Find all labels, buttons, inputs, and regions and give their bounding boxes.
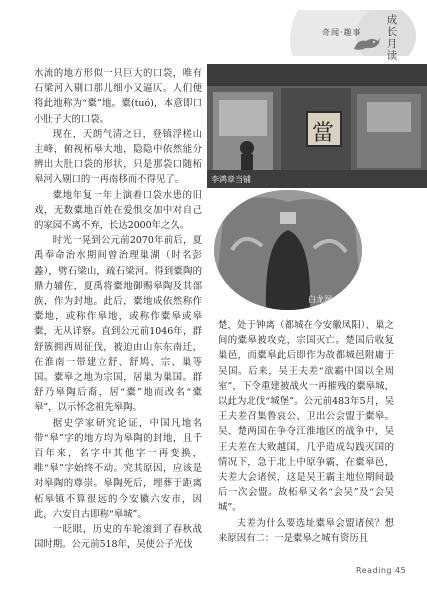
cat-illustration-icon xyxy=(352,33,382,53)
paragraph: 水流的地方形似一只巨大的口袋，唯有石梁河入剔口那儿细小又逼仄。人们便将此地称为“橐”地。橐(tuó)，本意即口小肚子大的口袋。 xyxy=(34,68,202,125)
pawnshop-photo xyxy=(207,64,427,188)
shop-sign: 當 xyxy=(312,121,335,146)
page-footer: Reading 45 xyxy=(356,566,407,575)
paragraph: 楚，处于钟离（都城在今安徽凤阳）、巢之间的橐皋被攻克，宗国灭亡。楚国后收复巢邑，而橐皋此后即作为故都城邑附庸于吴国。后来，吴王夫差“欲霸中国以全周室”，下令重建被战火一再摧残的橐皋城，以此为北伐“城堡”。公元前483年5月，吴王夫差召集鲁哀公、卫出公会盟于橐皋。吴、楚两国在争夺江淮地区的战争中，吴王夫差在大败越国，几乎造成勾践灭国的情况下，急于北上中原争霸，在橐皋邑，夫差大会诸侯，这是吴王霸主地位期间最后一次会盟。故柘皋又名“会吴”及“会吴城”。 xyxy=(218,320,394,514)
paragraph: 时光一晃到公元前2070年前后，夏禹奉命治水期间曾治理巢湖（时名彭蠡），劈石梁山，疏石梁河。得到橐陶的鼎力辅佐，夏禹将橐地御赐皋陶及其部族，作为封地。此后，橐地成依然称作橐地，或称作皋地，或称作橐皋或皋橐，无从详察。直到公元前1046年，群舒簇拥西周征伐，被迫由山东东南迁，在淮南一带建立舒、舒鸠、宗、巢等国。橐皋之地为宗国，居巢为巢国。群舒乃皋陶后裔，居“橐”地而改名“橐皋”，以示怀念祖先皋陶。 xyxy=(34,235,202,414)
cave-caption: 白龙洞 xyxy=(308,295,332,304)
paragraph: 现在，天朗气清之日，登镇浮槎山主峰，俯视柘皋大地，隐隐中依然能分辨出大肚口袋的形状，只是那袋口随柘皋河入剔口的一再南移而不得见了。 xyxy=(34,128,202,186)
paragraph: 据史学家研究论证，中国凡地名带“皋”字的地方均为皋陶的封地，且千百年来，名字中其他字一再变换，唯“皋”字始终不动。究其原因，应该是对皋陶的尊崇。皋陶死后，埋葬于距离柘皋镇不算很远的今安徽六安市，因此，六安自古即称“皋城”。 xyxy=(34,417,202,520)
paragraph: 一眨眼，历史的车轮滚到了春秋战国时期。公元前518年，吴使公子光伐 xyxy=(34,524,202,551)
paragraph: 夫差为什么要选址橐皋会盟诸侯？想来原因有二：一是橐皋之城有资历且 xyxy=(218,517,394,544)
column-title: 成长月读 xyxy=(386,14,398,62)
right-column-text xyxy=(218,318,394,546)
left-column-text xyxy=(34,66,202,553)
paragraph: 橐地年复一年上演着口袋水患的旧戏，无数橐地百姓在爱恨交加中对自己的家园不离不弃，长达2000年之久。 xyxy=(34,189,202,232)
cave-photo xyxy=(214,190,362,310)
shop-caption: 李鸿章当铺 xyxy=(211,175,251,184)
cave-illustration xyxy=(214,190,362,310)
section-label: 奇闻·趣事 xyxy=(322,28,362,37)
